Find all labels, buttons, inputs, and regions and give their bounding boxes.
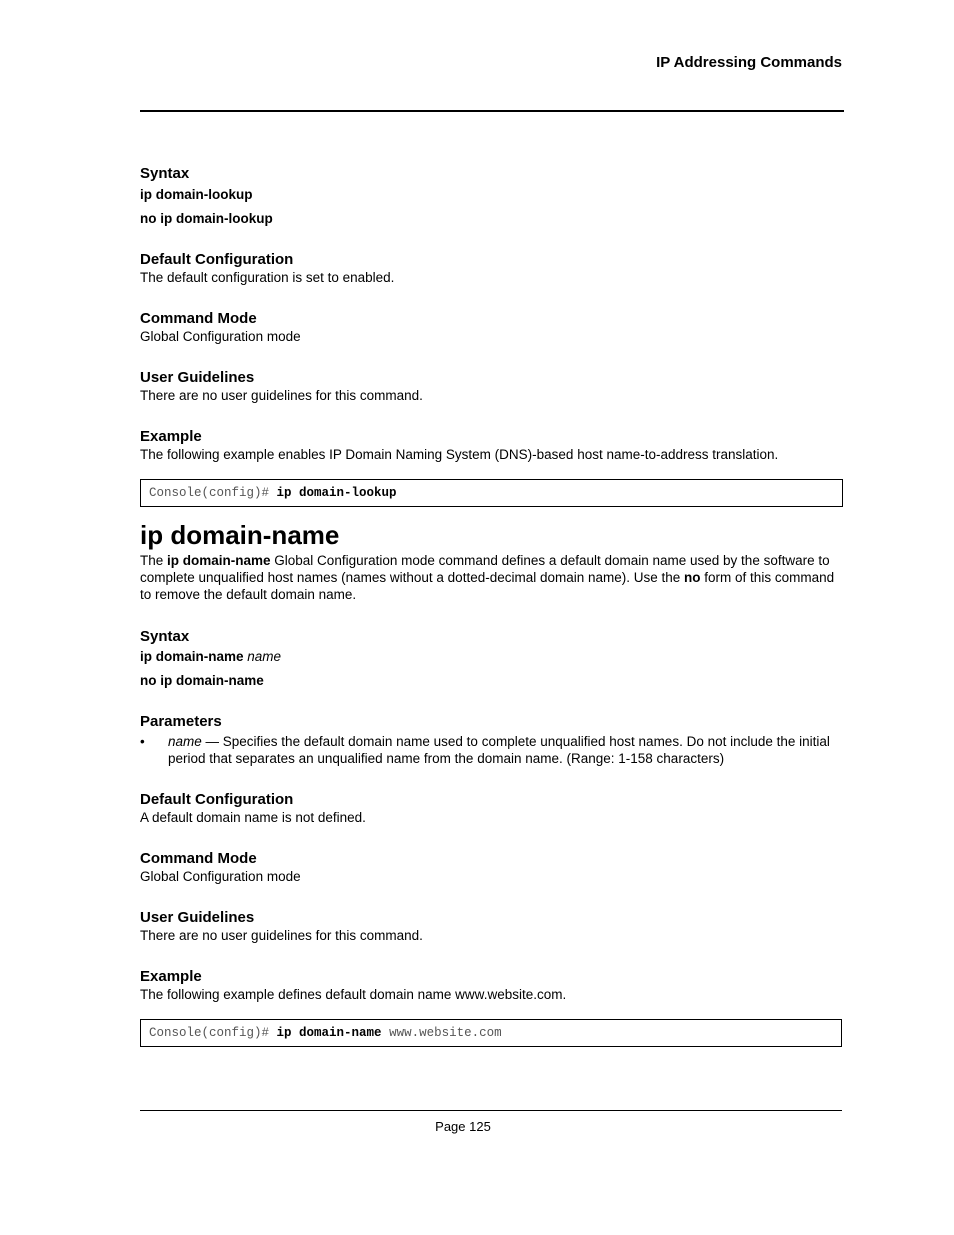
bullet-glyph: •: [140, 734, 145, 749]
syntax-heading: Syntax: [140, 628, 190, 645]
syntax-line: ip domain-lookup: [140, 187, 253, 202]
parameter-description: name — Specifies the default domain name used to complete unqualified host names. Do not include the initial period that separates an unqualified name from the domain name. (Range: 1-158 characters): [168, 734, 830, 766]
parameters-heading: Parameters: [140, 713, 222, 730]
user-guidelines-text: There are no user guidelines for this command.: [140, 928, 423, 943]
syntax-line: ip domain-name name: [140, 649, 282, 664]
example-heading: Example: [140, 968, 202, 985]
default-config-text: A default domain name is not defined.: [140, 810, 366, 825]
section-title: ip domain-name: [140, 520, 340, 550]
code-argument: www.website.com: [381, 1026, 502, 1040]
syntax-heading: Syntax: [140, 165, 190, 182]
example-heading: Example: [140, 428, 202, 445]
syntax-line: no ip domain-lookup: [140, 211, 273, 226]
syntax-line: no ip domain-name: [140, 673, 264, 688]
command-mode-text: Global Configuration mode: [140, 329, 301, 344]
code-command: ip domain-name: [276, 1026, 382, 1040]
page-content: [140, 165, 842, 1047]
command-mode-heading: Command Mode: [140, 850, 257, 867]
parameter-name: name: [168, 734, 202, 749]
default-config-text: The default configuration is set to enabled.: [140, 270, 395, 285]
footer-rule: [140, 1110, 842, 1111]
code-prompt: Console(config)#: [149, 486, 277, 500]
default-config-heading: Default Configuration: [140, 791, 294, 808]
default-config-heading: Default Configuration: [140, 251, 294, 268]
user-guidelines-heading: User Guidelines: [140, 369, 255, 386]
example-text: The following example defines default domain name www.website.com.: [140, 987, 567, 1002]
user-guidelines-text: There are no user guidelines for this command.: [140, 388, 423, 403]
code-prompt: Console(config)#: [149, 1026, 277, 1040]
header-rule: [140, 110, 844, 112]
section-intro: The ip domain-name Global Configuration mode command defines a default domain name used by the software to complete unqualified host names (names without a dotted-decimal domain name). Use the no form of this command to remove the default domain name.: [140, 553, 835, 602]
running-header: IP Addressing Commands: [656, 54, 842, 71]
example-text: The following example enables IP Domain Naming System (DNS)-based host name-to-address translation.: [140, 447, 779, 462]
intro-no: no: [684, 570, 701, 585]
command-mode-text: Global Configuration mode: [140, 869, 301, 884]
code-example: [140, 1019, 842, 1047]
user-guidelines-heading: User Guidelines: [140, 909, 255, 926]
code-example: [140, 479, 843, 507]
intro-command: ip domain-name: [167, 553, 271, 568]
parameter-item: [140, 733, 842, 767]
page-number: Page 125: [435, 1119, 491, 1134]
code-command: ip domain-lookup: [276, 486, 397, 500]
command-mode-heading: Command Mode: [140, 310, 257, 327]
